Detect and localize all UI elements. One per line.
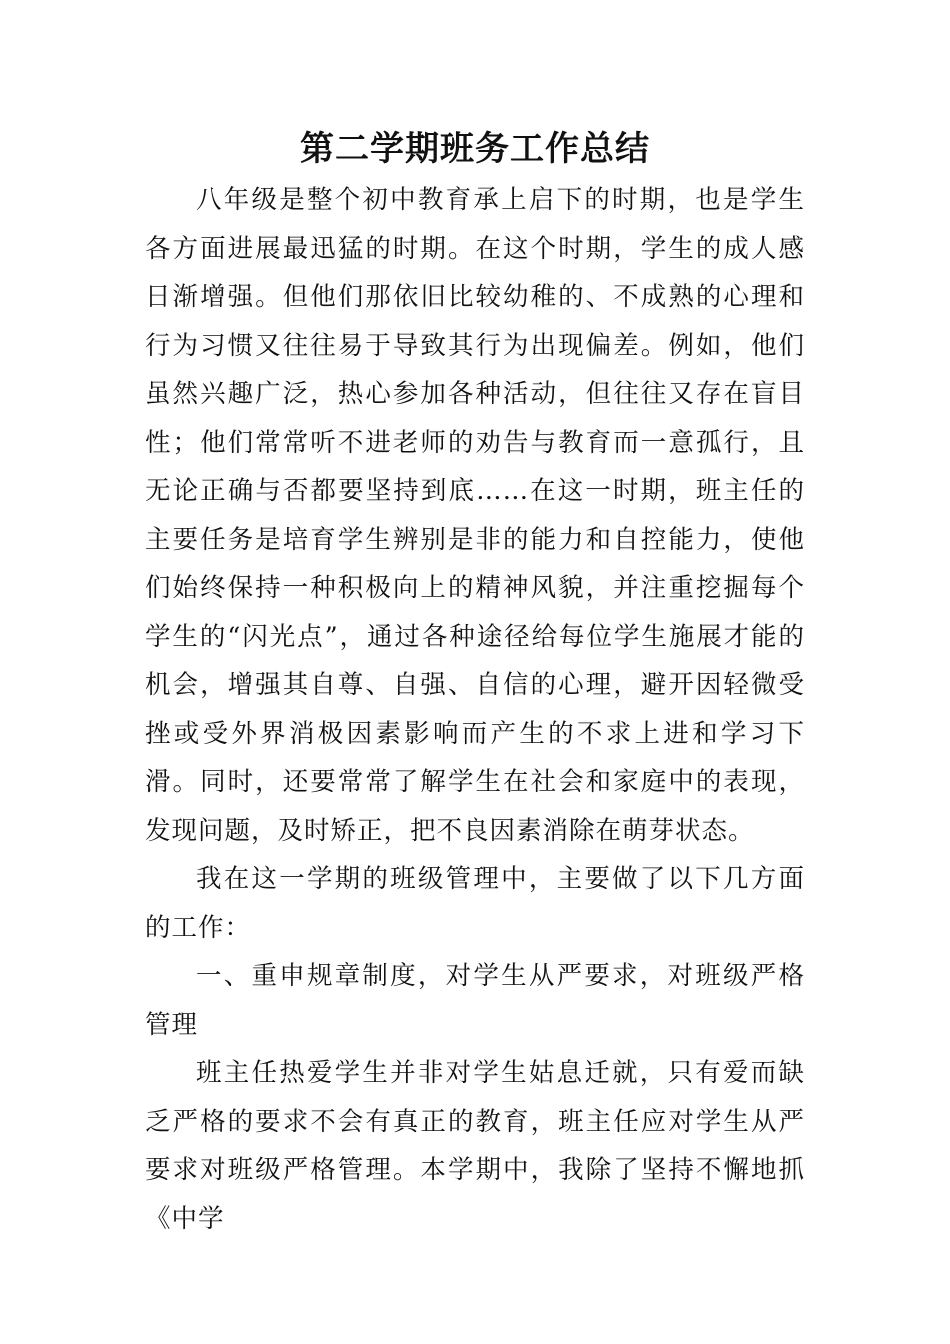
paragraph-section-1: 班主任热爱学生并非对学生姑息迁就，只有爱而缺乏严格的要求不会有真正的教育，班主任应对学生从严要求对班级严格管理。本学期中，我除了坚持不懈地抓《中学 bbox=[145, 1058, 805, 1234]
section-heading-1: 一、重申规章制度，对学生从严要求，对班级严格管理 bbox=[145, 961, 805, 1040]
paragraph-intro: 八年级是整个初中教育承上启下的时期，也是学生各方面进展最迅猛的时期。在这个时期，学生的成人感日渐增强。但他们那依旧比较幼稚的、不成熟的心理和行为习惯又往往易于导致其行为出现偏差。例如，他们虽然兴趣广泛，热心参加各种活动，但往往又存在盲目性；他们常常听不进老师的劝告与教育而一意孤行，且无论正确与否都要坚持到底……在这一时期，班主任的主要任务是培育学生辨别是非的能力和自控能力，使他们始终保持一种积极向上的精神风貌，并注重挖掘每个学生的“闪光点”，通过各种途径给每位学生施展才能的机会，增强其自尊、自强、自信的心理，避开因轻微受挫或受外界消极因素影响而产生的不求上进和学习下滑。同时，还要常常了解学生在社会和家庭中的表现，发现问题，及时矫正，把不良因素消除在萌芽状态。 bbox=[145, 185, 805, 846]
document-body bbox=[145, 176, 805, 1243]
paragraph-work-summary: 我在这一学期的班级管理中，主要做了以下几方面的工作： bbox=[145, 864, 805, 943]
document-title: 第二学期班务工作总结 bbox=[300, 129, 650, 169]
